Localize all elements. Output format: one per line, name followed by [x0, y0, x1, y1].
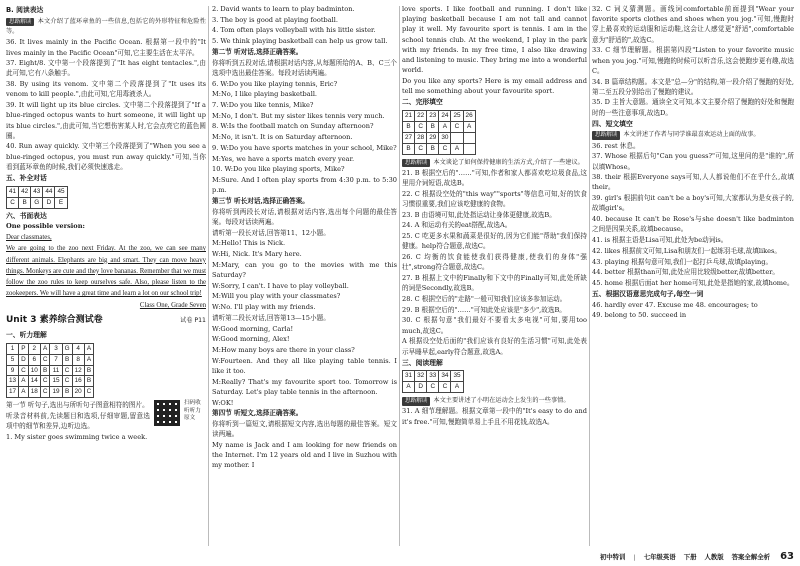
answer-paragraph: 24. A 和运动有关的eat搭配,故选A。 — [402, 221, 512, 230]
table-cell: A — [40, 343, 50, 354]
table-cell: C — [40, 387, 50, 398]
column-divider — [399, 6, 400, 546]
answer-paragraph: 27. B 根据上文中的Finally和下文中的Finally可知,此处所缺的词是Secondly,故选B。 — [402, 274, 587, 293]
table-cell: C — [40, 354, 50, 365]
transcript-line: M:Hello! This is Nick. — [212, 239, 286, 248]
section-heading-fill: 五、补全对话 — [6, 174, 47, 183]
question-number: 41 — [7, 186, 19, 197]
table-row — [7, 387, 94, 398]
column-divider — [589, 6, 590, 546]
table-row — [7, 343, 94, 354]
table-row — [403, 382, 464, 393]
transcript-line: 你将听到两段长对话,请根据对话内容,选出每个问题的最佳答案。每段对话读两遍。 — [212, 207, 397, 226]
table-cell: 13 — [7, 376, 19, 387]
transcript-line: 8. W:Is the football match on Sunday afternoon? — [212, 122, 374, 131]
reading-explanations — [592, 4, 794, 129]
answer-paragraph: 32. C 词义猜测题。画线词comfortable前面提到"Wear your favorite sports clothes and shoes when you jog."可知,慢跑时穿上最喜欢的运动服和运动鞋,这会让人感觉更"舒适",comfortable意为"舒适的",故选C。 — [592, 5, 794, 44]
section-heading-cloze: 二、完形填空 — [402, 98, 443, 107]
table-cell: C — [62, 365, 72, 376]
table-cell: C — [62, 376, 72, 387]
transcript-line: 你将听到一篇短文,请根据短文内容,选出每题的最佳答案。短文读两遍。 — [212, 420, 397, 439]
answer-paragraph: 31. A 细节理解题。根据文章第一段中的"It's easy to do and it's free."可知,慢跑简单易上手且不用花钱,故选A。 — [402, 407, 587, 426]
answer-cell: A — [463, 121, 475, 132]
transcript-line: M:How many boys are there in your class? — [212, 346, 355, 354]
table-cell: A — [19, 376, 29, 387]
transcript-line: M:Sure. And I often play sports from 4:30 p.m. to 5:30 p.m. — [212, 176, 397, 195]
answer-paragraph: 38. By using its venom. 文中第二个段落提到了"It uses its venom to kill people.",由此可知,它用毒液杀人。 — [6, 80, 206, 99]
table-cell: 12 — [72, 365, 84, 376]
letter-signature: Class One, Grade Seven — [139, 301, 206, 309]
transcript-line: 10. W:Do you like playing sports, Mike? — [212, 165, 345, 174]
answer-cell: B — [403, 121, 415, 132]
question-number: 25 — [451, 111, 463, 122]
transcript-line: My name is Jack and I am looking for new friends on the Internet. I'm 12 years old and I live in Suzhou with my mother. I — [212, 440, 397, 470]
table-row — [403, 111, 476, 122]
transcript-paragraph: love sports. I like football and running. I don't like playing basketball because I am not tall and cannot play it well. My favourite sport is tennis. I am in the school tennis club. At the weekend, I play in the park with my friends. In my free time, I also like drawing and listening to music. They bring me into a wonderful world. — [402, 5, 587, 75]
table-row — [7, 376, 94, 387]
qr-caption: 扫码收听听力原文 — [184, 400, 201, 421]
table-cell: 18 — [28, 387, 40, 398]
table-row — [403, 121, 476, 132]
footer-volume: 下册 — [683, 553, 697, 562]
answer-cell: A — [403, 382, 415, 393]
transcript-line: W:Good morning, Alex! — [212, 335, 290, 344]
section-heading-reading-comp: 三、阅读理解 — [402, 358, 443, 367]
column-3 — [402, 4, 587, 548]
table-cell: A — [84, 354, 94, 365]
answer-paragraph: 26. C 均衡的饮食能使我们获得健康,使我们的身体"强壮",strong符合题意,故选C。 — [402, 253, 587, 272]
table-cell: 9 — [7, 365, 19, 376]
answer-paragraph: 34. B 篇章结构题。本文是"总—分"的结构,第一段介绍了慢跑的好处,第二至五段分别给出了慢跑的建议。 — [592, 77, 794, 96]
transcript-line: W:Sorry, I can't. I have to play volleyball. — [212, 281, 349, 290]
answer-cell: D — [415, 382, 427, 393]
qr-code-icon[interactable] — [154, 400, 180, 426]
question-number: 33 — [427, 371, 439, 382]
fill-answer-table — [6, 186, 68, 209]
table-row — [7, 365, 94, 376]
answer-paragraph: 38. their 根据Everyone says可知,人人都说他们不在乎什么,故填their。 — [592, 173, 794, 192]
answer-cell: A — [451, 143, 463, 154]
footer-brand: 初中特训 — [599, 553, 626, 562]
transcript-line: 4. Tom often plays volleyball with his little sister. — [212, 26, 376, 35]
transcript-line: M:No, it isn't. It is on Saturday afternoon. — [212, 133, 353, 142]
table-row — [7, 354, 94, 365]
analysis-badge: 思路解读 — [402, 397, 430, 406]
answer-paragraph: 23. B 由语境可知,此处指运动让身体更健康,故选B。 — [402, 210, 556, 219]
table-cell: 2 — [28, 343, 40, 354]
section-heading-listening: 一、听力理解 — [6, 331, 47, 340]
table-cell: B — [40, 365, 50, 376]
question-number: 42 — [19, 186, 31, 197]
footer-tag: 答案全解全析 — [731, 553, 770, 562]
unit-heading — [6, 314, 206, 328]
answer-paragraph: 36. rest 休息。 — [592, 141, 640, 150]
answer-cell: A — [451, 382, 463, 393]
transcript-line: 3. The boy is good at playing football. — [212, 15, 338, 24]
question-number: 34 — [439, 371, 451, 382]
answer-paragraph: A 根据设空处后面的"我们应该有良好的生活习惯"可知,此处表示早睡早起,early符合题意,故选A。 — [402, 337, 587, 356]
answer-paragraph: 41. is 根据主语是Lisa可知,此处为be动词is。 — [592, 236, 728, 245]
transcript-line: 2. David wants to learn to play badminton. — [212, 5, 355, 13]
answer-cell: C — [415, 143, 427, 154]
version-label: One possible version: — [6, 222, 85, 231]
transcript-line: 5. We think playing basketball can help us grow tall. — [212, 37, 388, 46]
answer-paragraph: 29. B 根据空后的"……"可知此处应该是"多少",故选B。 — [402, 305, 566, 314]
table-row — [403, 143, 476, 154]
analysis-badge: 思路解读 — [592, 131, 620, 140]
answer-paragraph: 21. B 根据空后的"……"可知,作者和家人都喜欢吃垃圾食品,这里用介词短语,故选B。 — [402, 168, 587, 188]
section-heading-reading: B. 阅读表达 — [6, 6, 44, 14]
table-cell: 7 — [50, 354, 62, 365]
transcript-line: W:No. I'll play with my friends. — [212, 303, 316, 312]
table-cell: C — [40, 376, 50, 387]
answer-cell: B — [403, 143, 415, 154]
cloze-explanations — [402, 168, 587, 357]
answer-cell: C — [439, 143, 451, 154]
table-cell: 19 — [50, 387, 62, 398]
answer-paragraph: 37. Eight/8. 文中第一个段落提到了"It has eight tentacles.",由此可知,它有八条触手。 — [6, 59, 206, 78]
transcript-line: 1. My sister goes swimming twice a week. — [6, 432, 148, 441]
answer-paragraph: 39. It will light up its blue circles. 文中第二个段落提到了"If a blue-ringed octopus wants to hurt someone, it will light up its blue circles.",由此可知,当它想伤害某人时,它会点亮它的蓝色圆圈。 — [6, 101, 206, 140]
transcript-line: M:No, I don't. But my sister likes tennis very much. — [212, 111, 385, 120]
column-2 — [212, 4, 397, 548]
letter-body: We are going to the zoo next Friday. At the zoo, we can see many different animals. Elephants are big and smart. They can move heavy things. Monkeys are cute and they love bananas. Remember that we must follow the zoo rules to keep ourselves safe. Also, please listen to the zookeepers. We will have a great time and learn a lot on our school trip! — [6, 245, 206, 298]
letter-greeting: Dear classmates, — [6, 233, 52, 241]
table-cell: 16 — [72, 376, 84, 387]
question-number: 44 — [43, 186, 55, 197]
transcript-line: W:Good morning, Carla! — [212, 324, 294, 333]
table-cell: P — [19, 343, 29, 354]
footer-press: 人教版 — [704, 553, 724, 562]
answer-cell: B — [427, 121, 439, 132]
answer-cell: E — [55, 197, 67, 208]
answer-cell: C — [451, 121, 463, 132]
question-number: 32 — [415, 371, 427, 382]
answer-paragraph: 44. better 根据than可知,此处应用比较级better,故填better。 — [592, 268, 779, 277]
passage-fill-answers — [592, 141, 794, 321]
table-cell: 4 — [72, 343, 84, 354]
transcript-line: M:No, I like playing basketball. — [212, 90, 318, 99]
table-row — [403, 371, 464, 382]
answer-cell: C — [7, 197, 19, 208]
analysis-note: 本文讲述了作者与同学谁最喜欢运动上面的故事。 — [623, 131, 760, 139]
table-cell: C — [19, 365, 29, 376]
footer-bar: 初中特训 | 七年级英语 下册 人教版 答案全解全析 — [599, 553, 770, 562]
transcript-line: 请听第二段长对话,回答第13—15小题。 — [212, 313, 330, 322]
transcript-line: 7. W:Do you like tennis, Mike? — [212, 100, 314, 109]
answer-paragraph: 45. home 根据后面at her home可知,此处是指她的家,故填home。 — [592, 278, 794, 287]
listening-instruction: 第一节 听句子,选出与所听句子图意相符的图片。 — [6, 401, 149, 410]
table-cell: 17 — [7, 387, 19, 398]
answer-paragraph: 43. playing 根据句意可知,我们一起打乒乓球,故填playing。 — [592, 257, 773, 266]
answer-cell: C — [427, 382, 439, 393]
table-row — [403, 132, 476, 143]
page-footer — [0, 550, 800, 564]
table-cell: D — [19, 354, 29, 365]
question-number: 35 — [451, 371, 463, 382]
analysis-badge: 思路解读 — [6, 18, 34, 27]
listening-intro — [6, 400, 206, 432]
table-cell: A — [84, 343, 94, 354]
table-cell: 5 — [7, 354, 19, 365]
transcript-line: 9. W:Do you have sports matches in your school, Mike? — [212, 143, 397, 152]
answer-paragraph: 22. C 根据设空处的"this way""sports"等信息可知,好的饮食习惯很重要,我们应该吃健康的食物。 — [402, 189, 587, 208]
answer-paragraph: 28. C 根据空后的"走路"一般可知我们应该多参加运动。 — [402, 294, 567, 303]
answer-cell: B — [19, 197, 31, 208]
section-subheading: 第二节 听对话,选择正确答案。 — [212, 47, 303, 56]
answer-paragraph: 42. likes 根据前文可知,Lisa和朋友们一起练羽毛球,故填likes。 — [592, 246, 781, 255]
section-subheading: 第四节 听短文,选择正确答案。 — [212, 409, 303, 418]
table-cell: B — [84, 365, 94, 376]
table-cell: 10 — [28, 365, 40, 376]
unit-title: Unit 3 素养综合测试卷 — [6, 315, 103, 326]
transcript-line: 请听第一段长对话,回答第11、12小题。 — [212, 228, 330, 237]
analysis-note: 本文谈论了如何保持健康的生活方式,介绍了一些建议。 — [433, 158, 584, 166]
transcript-line: W:Fourteen. And they all like playing table tennis. I like it too. — [212, 356, 397, 375]
table-cell: 6 — [28, 354, 40, 365]
answer-cell: G — [31, 197, 43, 208]
column-4 — [592, 4, 794, 548]
analysis-note: 本文主要讲述了小明在运动会上发生的一些事情。 — [433, 397, 570, 405]
cloze-answer-table — [402, 110, 476, 155]
listening-answer-table — [6, 343, 94, 399]
answer-cell: A — [439, 121, 451, 132]
section-heading: 四、短文填空 — [592, 119, 633, 128]
transcript-line: W:Hi, Nick. It's Mary here. — [212, 250, 302, 259]
answer-paragraph: 37. Whose 根据后句"Can you guess?"可知,这里问的是"谁的",所以填Whose。 — [592, 152, 794, 171]
answer-paragraph: 30. C 根据句意"我们最好不要看太多电视"可知,要用too much,故选C。 — [402, 316, 587, 335]
answer-paragraph: 25. C 吃更多水果和蔬菜是很好的,因为它们能"帮助"我们保持健康。help符合题意,故选C。 — [402, 232, 587, 251]
column-divider — [208, 6, 209, 546]
question-number — [463, 132, 475, 143]
answer-cell — [463, 143, 475, 154]
reading-answer-table — [402, 370, 464, 393]
unit-page-ref: 试卷 P11 — [180, 317, 206, 325]
answer-paragraph: 46. hardly ever 47. Excuse me 48. encourages; to — [592, 300, 758, 309]
question-number: 31 — [403, 371, 415, 382]
transcript-paragraph: Do you like any sports? Here is my email address and tell me something about your favourite sport. — [402, 77, 587, 96]
transcript-line: M:Will you play with your classmates? — [212, 292, 341, 301]
question-number: 22 — [415, 111, 427, 122]
table-cell: 3 — [50, 343, 62, 354]
answer-paragraph: 35. D 主旨大意题。通读全文可知,本文主要介绍了慢跑的好处和慢跑时的一些注意事项,故选D。 — [592, 98, 794, 117]
answer-cell: C — [415, 121, 427, 132]
question-number: 28 — [415, 132, 427, 143]
column-1 — [6, 4, 206, 548]
answer-paragraph: 33. C 细节理解题。根据第四段"Listen to your favorite music when you jog."可知,慢跑的时候可以听音乐,这会使跑步更有趣,故选C。 — [592, 46, 794, 75]
transcript-line: M:Mary, can you go to the movies with me this Saturday? — [212, 260, 397, 279]
table-cell: 20 — [72, 387, 84, 398]
question-number: 27 — [403, 132, 415, 143]
table-cell: B — [62, 354, 72, 365]
question-number — [451, 132, 463, 143]
table-cell: 1 — [7, 343, 19, 354]
table-cell: 11 — [50, 365, 62, 376]
transcript-line: M:Really? That's my favourite sport too. Tomorrow is Saturday. Let's play table tennis in the afternoon. — [212, 377, 397, 396]
table-cell: 15 — [50, 376, 62, 387]
transcript-line: 你将听到五段对话,请根据对话内容,从每题所给的A、B、C三个选项中选出最佳答案。每段对话读两遍。 — [212, 58, 397, 77]
table-cell: B — [62, 387, 72, 398]
transcript-line: 6. W:Do you like playing tennis, Eric? — [212, 79, 338, 88]
analysis-note: 本文介绍了蓝环章鱼的一些信息,包括它的外形特征和危险性等。 — [6, 17, 206, 36]
table-cell: G — [62, 343, 72, 354]
answer-paragraph: 39. girl's 根据前句it can't be a boy's可知,大家都认为是女孩子的,故填girl's。 — [592, 194, 794, 213]
footer-grade: 七年级英语 — [643, 553, 676, 562]
answer-cell: B — [427, 143, 439, 154]
analysis-badge: 思路解读 — [402, 159, 430, 168]
page-number: 63 — [780, 550, 794, 562]
question-number: 21 — [403, 111, 415, 122]
question-number: 45 — [55, 186, 67, 197]
answer-paragraph: 36. It lives mainly in the Pacific Ocean. 根据第一段中的"It lives mainly in the Pacific Ocean"可知,它主要生活在太平洋。 — [6, 38, 206, 57]
table-cell: B — [84, 376, 94, 387]
question-number: 26 — [463, 111, 475, 122]
table-cell: 8 — [72, 354, 84, 365]
question-number: 30 — [439, 132, 451, 143]
answer-paragraph: 49. belong to 50. succeed in — [592, 311, 687, 320]
question-number: 43 — [31, 186, 43, 197]
transcript-line: W:OK! — [212, 398, 234, 407]
transcript-line: M:Yes, we have a sports match every year. — [212, 154, 355, 163]
question-number: 24 — [439, 111, 451, 122]
listening-note: 听录音材料前,先读题目和选项,仔细审题,留意选项中的细节和差异,边听边选。 — [6, 411, 150, 431]
table-cell: C — [84, 387, 94, 398]
table-cell: A — [19, 387, 29, 398]
section-subheading: 第三节 听长对话,选择正确答案。 — [212, 196, 309, 205]
answer-cell: C — [439, 382, 451, 393]
answer-cell: D — [43, 197, 55, 208]
section-heading-writing: 六、书面表达 — [6, 211, 47, 220]
question-number: 29 — [427, 132, 439, 143]
answer-paragraph: 40. because It can't be Rose's与she doesn't like badminton之间是因果关系,故填because。 — [592, 215, 794, 234]
table-cell: 14 — [28, 376, 40, 387]
section-heading: 五、根据汉语意思完成句子,每空一词 — [592, 290, 704, 299]
question-number: 23 — [427, 111, 439, 122]
answer-paragraph: 40. Run away quickly. 文中第三个段落提到了"When you see a blue-ringed octopus, you must run away quickly."可知,当你看到蓝环章鱼的时候,我们必须快速逃走。 — [6, 142, 206, 171]
